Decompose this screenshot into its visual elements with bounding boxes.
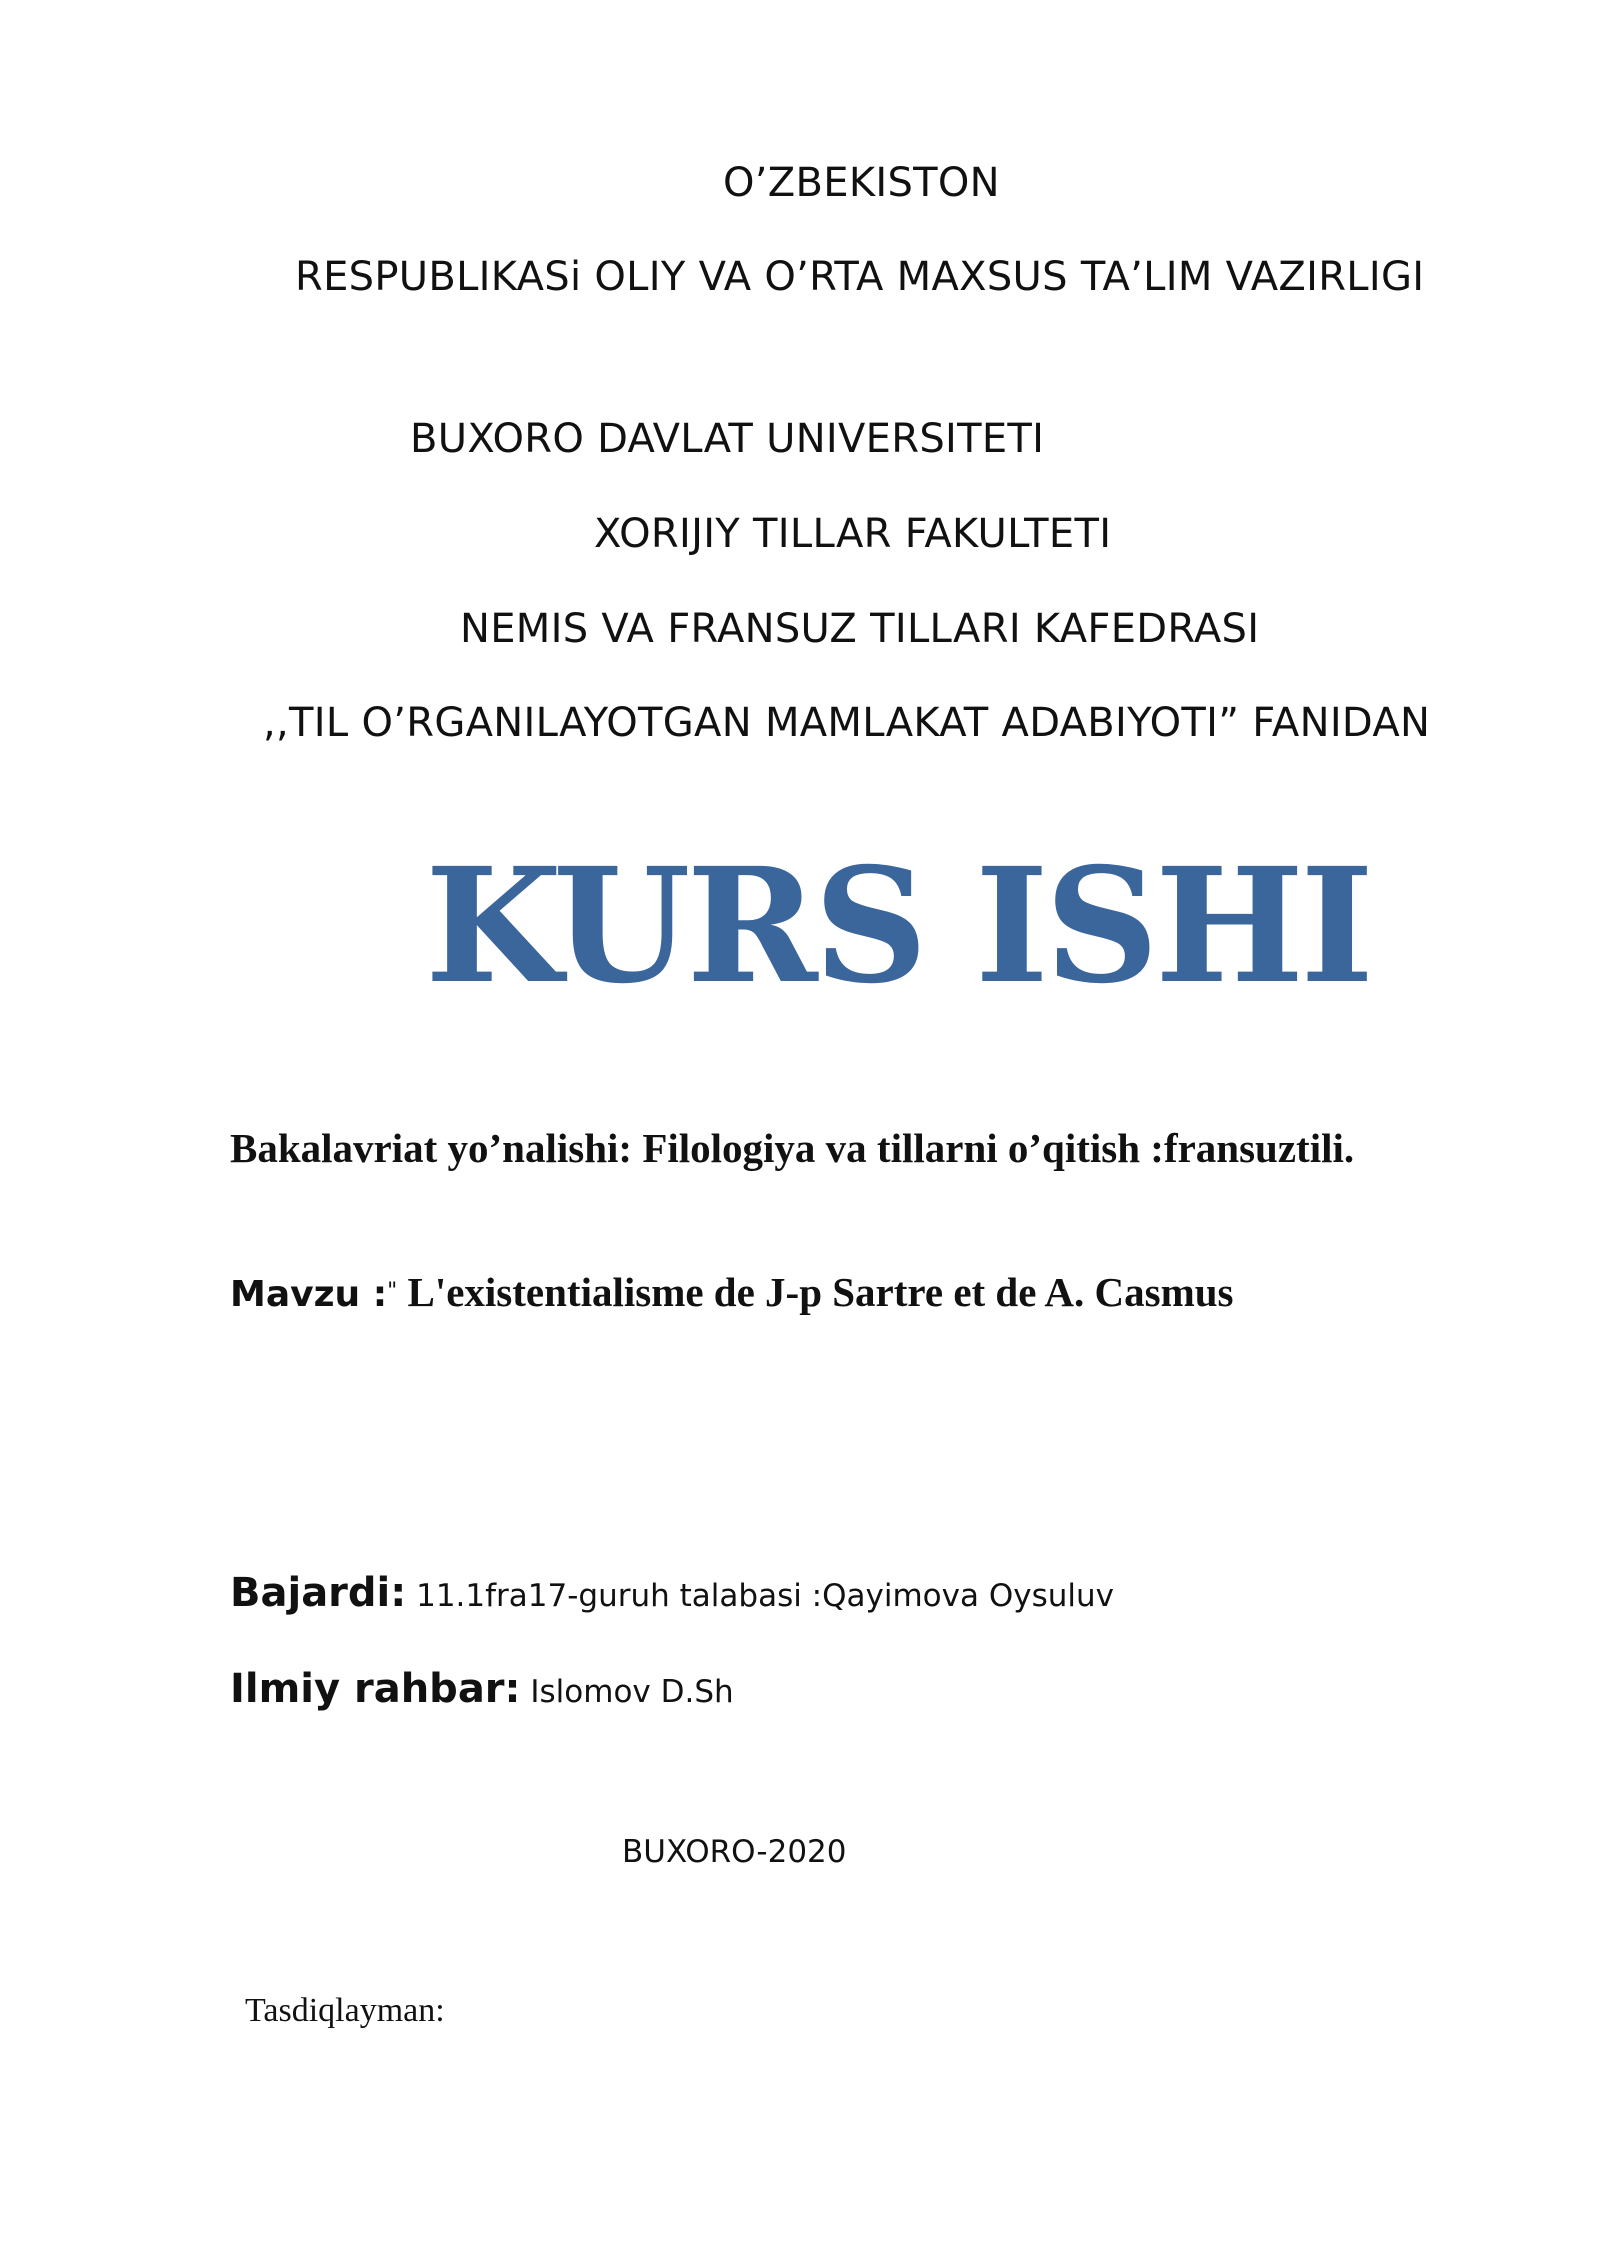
direction-line: Bakalavriat yo’nalishi: Filologiya va tillarni o’qitish :fransuztili. [230,1125,1355,1171]
country-heading: O’ZBEKISTON [723,160,1000,206]
topic-line [230,1268,1234,1316]
department-heading: NEMIS VA FRANSUZ TILLARI KAFEDRASI [460,606,1260,652]
approval-line: Tasdiqlayman: [245,1992,445,2029]
topic-label: Mavzu : [230,1274,388,1315]
performer-line [230,1570,1114,1616]
performer-label: Bajardi: [230,1570,407,1616]
city-year: BUXORO-2020 [622,1834,847,1870]
topic-quote-mark: " [387,1279,398,1304]
document-title: KURS ISHI [425,834,1371,1019]
supervisor-value: Islomov D.Sh [520,1674,734,1710]
performer-value: 11.1fra17-guruh talabasi :Qayimova Oysuluv [406,1578,1114,1614]
university-heading: BUXORO DAVLAT UNIVERSITETI [410,416,1045,462]
supervisor-label: Ilmiy rahbar: [230,1666,521,1712]
faculty-heading: XORIJIY TILLAR FAKULTETI [594,511,1112,557]
supervisor-line [230,1666,734,1712]
ministry-heading: RESPUBLIKASi OLIY VA O’RTA MAXSUS TA’LIM VAZIRLIGI [295,254,1425,300]
subject-heading: ,,TIL O’RGANILAYOTGAN MAMLAKAT ADABIYOTI” FANIDAN [263,700,1431,746]
topic-text: L'existentialisme de J-p Sartre et de A. Casmus [397,1269,1234,1315]
